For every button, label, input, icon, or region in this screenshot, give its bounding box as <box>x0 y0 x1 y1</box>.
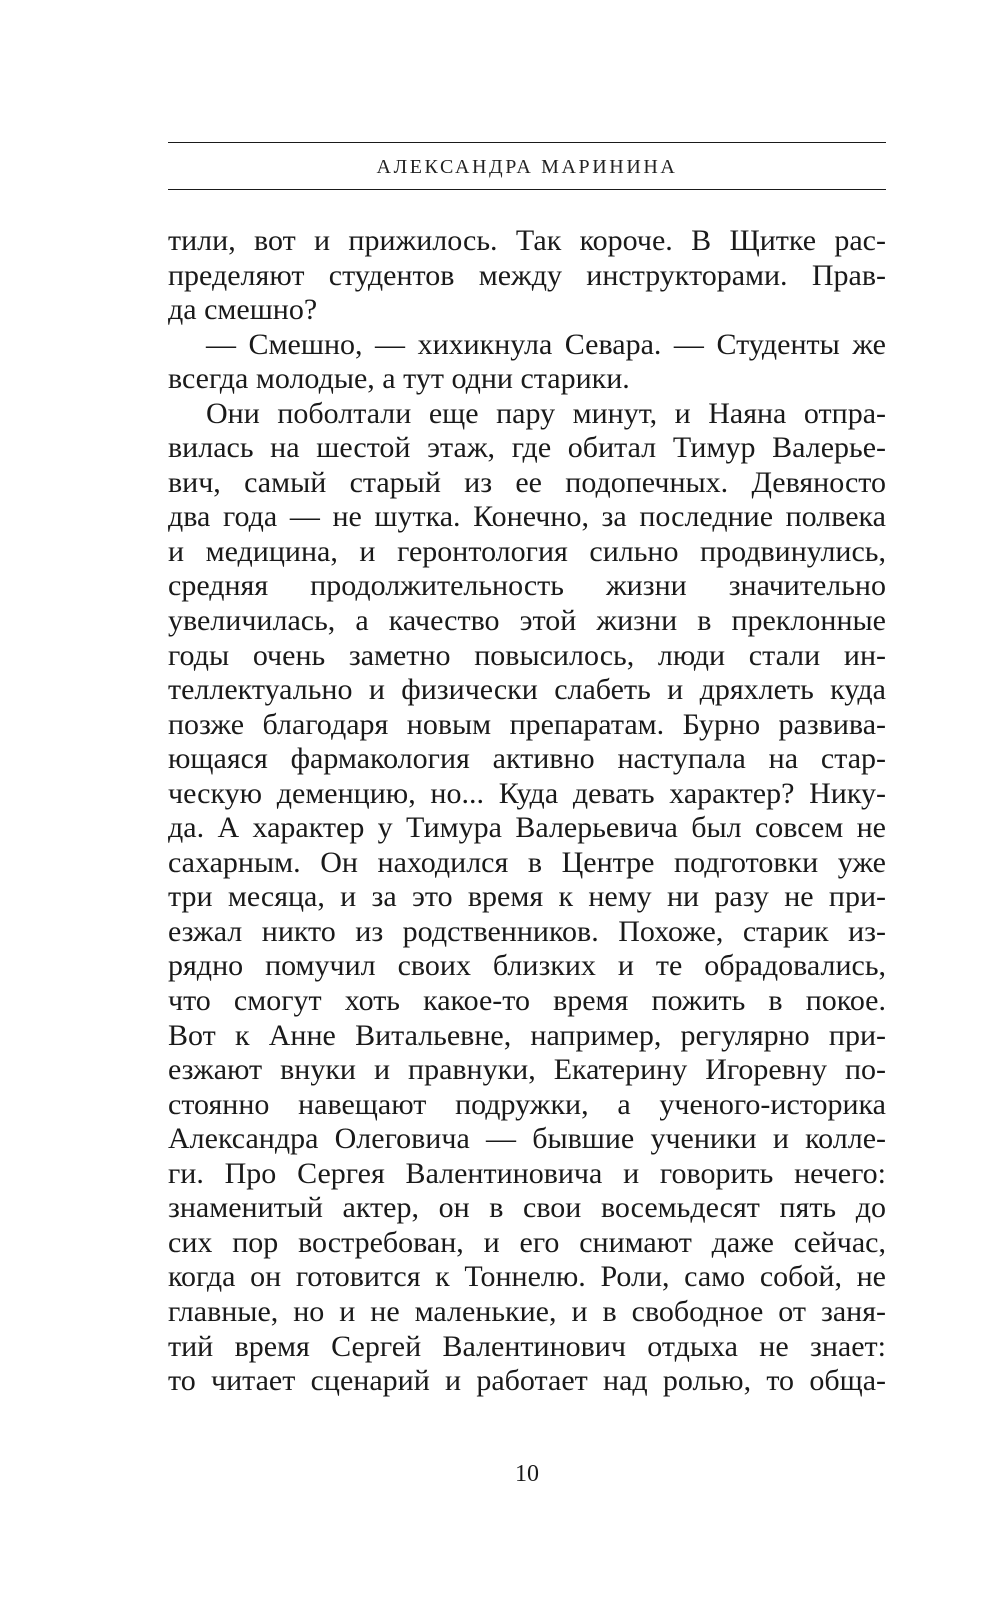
header-bottom-rule <box>168 189 886 190</box>
text-line: позже благодаря новым препаратам. Бурно развива- <box>168 707 886 741</box>
text-line: ющаяся фармакология активно наступала на стар- <box>168 742 886 776</box>
text-line: то читает сценарий и работает над ролью, то обща- <box>168 1364 886 1398</box>
text-line: — Смешно, — хихикнула Севара. — Студенты же <box>206 327 886 361</box>
text-line: езжают внуки и правнуки, Екатерину Игоревну по- <box>168 1053 886 1087</box>
text-line: увеличилась, а качество этой жизни в преклонные <box>168 604 886 638</box>
text-line: теллектуально и физически слабеть и дряхлеть куда <box>168 673 886 707</box>
text-line: средняя продолжительность жизни значительно <box>168 569 886 603</box>
text-line: тий время Сергей Валентинович отдыха не знает: <box>168 1329 886 1363</box>
text-line: главные, но и не маленькие, и в свободное от заня- <box>168 1294 886 1328</box>
text-line: и медицина, и геронтология сильно продвинулись, <box>168 534 886 568</box>
text-line: что смогут хоть какое-то время пожить в покое. <box>168 984 886 1018</box>
text-line: три месяца, и за это время к нему ни разу не при- <box>168 880 886 914</box>
text-line: Вот к Анне Витальевне, например, регулярно при- <box>168 1018 886 1052</box>
text-line: Александра Олеговича — бывшие ученики и колле- <box>168 1122 886 1156</box>
text-line: ческую деменцию, но... Куда девать характер? Нику- <box>168 776 886 810</box>
header-top-rule <box>168 142 886 143</box>
text-line: стоянно навещают подружки, а ученого-историка <box>168 1087 886 1121</box>
text-line: ги. Про Сергея Валентиновича и говорить нечего: <box>168 1156 886 1190</box>
text-line: вич, самый старый из ее подопечных. Девяносто <box>168 465 886 499</box>
text-line: рядно помучил своих близких и те обрадовались, <box>168 949 886 983</box>
text-line: да смешно? <box>168 293 318 327</box>
text-line: Они поболтали еще пару минут, и Наяна отпра- <box>206 396 886 430</box>
text-line: пределяют студентов между инструкторами. Прав- <box>168 258 886 292</box>
text-line: годы очень заметно повысилось, люди стали ин- <box>168 638 886 672</box>
body-text <box>168 224 886 1399</box>
text-line: когда он готовится к Тоннелю. Роли, само собой, не <box>168 1260 886 1294</box>
text-line: вилась на шестой этаж, где обитал Тимур Валерье- <box>168 431 886 465</box>
text-line: езжал никто из родственников. Похоже, старик из- <box>168 914 886 948</box>
text-line: сахарным. Он находился в Центре подготовки уже <box>168 845 886 879</box>
text-line: два года — не шутка. Конечно, за последние полвека <box>168 500 886 534</box>
text-line: тили, вот и прижилось. Так короче. В Щитке рас- <box>168 224 886 257</box>
text-line: сих пор востребован, и его снимают даже сейчас, <box>168 1225 886 1259</box>
text-line: знаменитый актер, он в свои восемьдесят пять до <box>168 1191 886 1225</box>
text-line: всегда молодые, а тут одни старики. <box>168 362 630 396</box>
text-line: да. А характер у Тимура Валерьевича был совсем не <box>168 811 886 845</box>
running-head-author: АЛЕКСАНДРА МАРИНИНА <box>376 156 678 178</box>
page-number: 10 <box>515 1461 539 1487</box>
